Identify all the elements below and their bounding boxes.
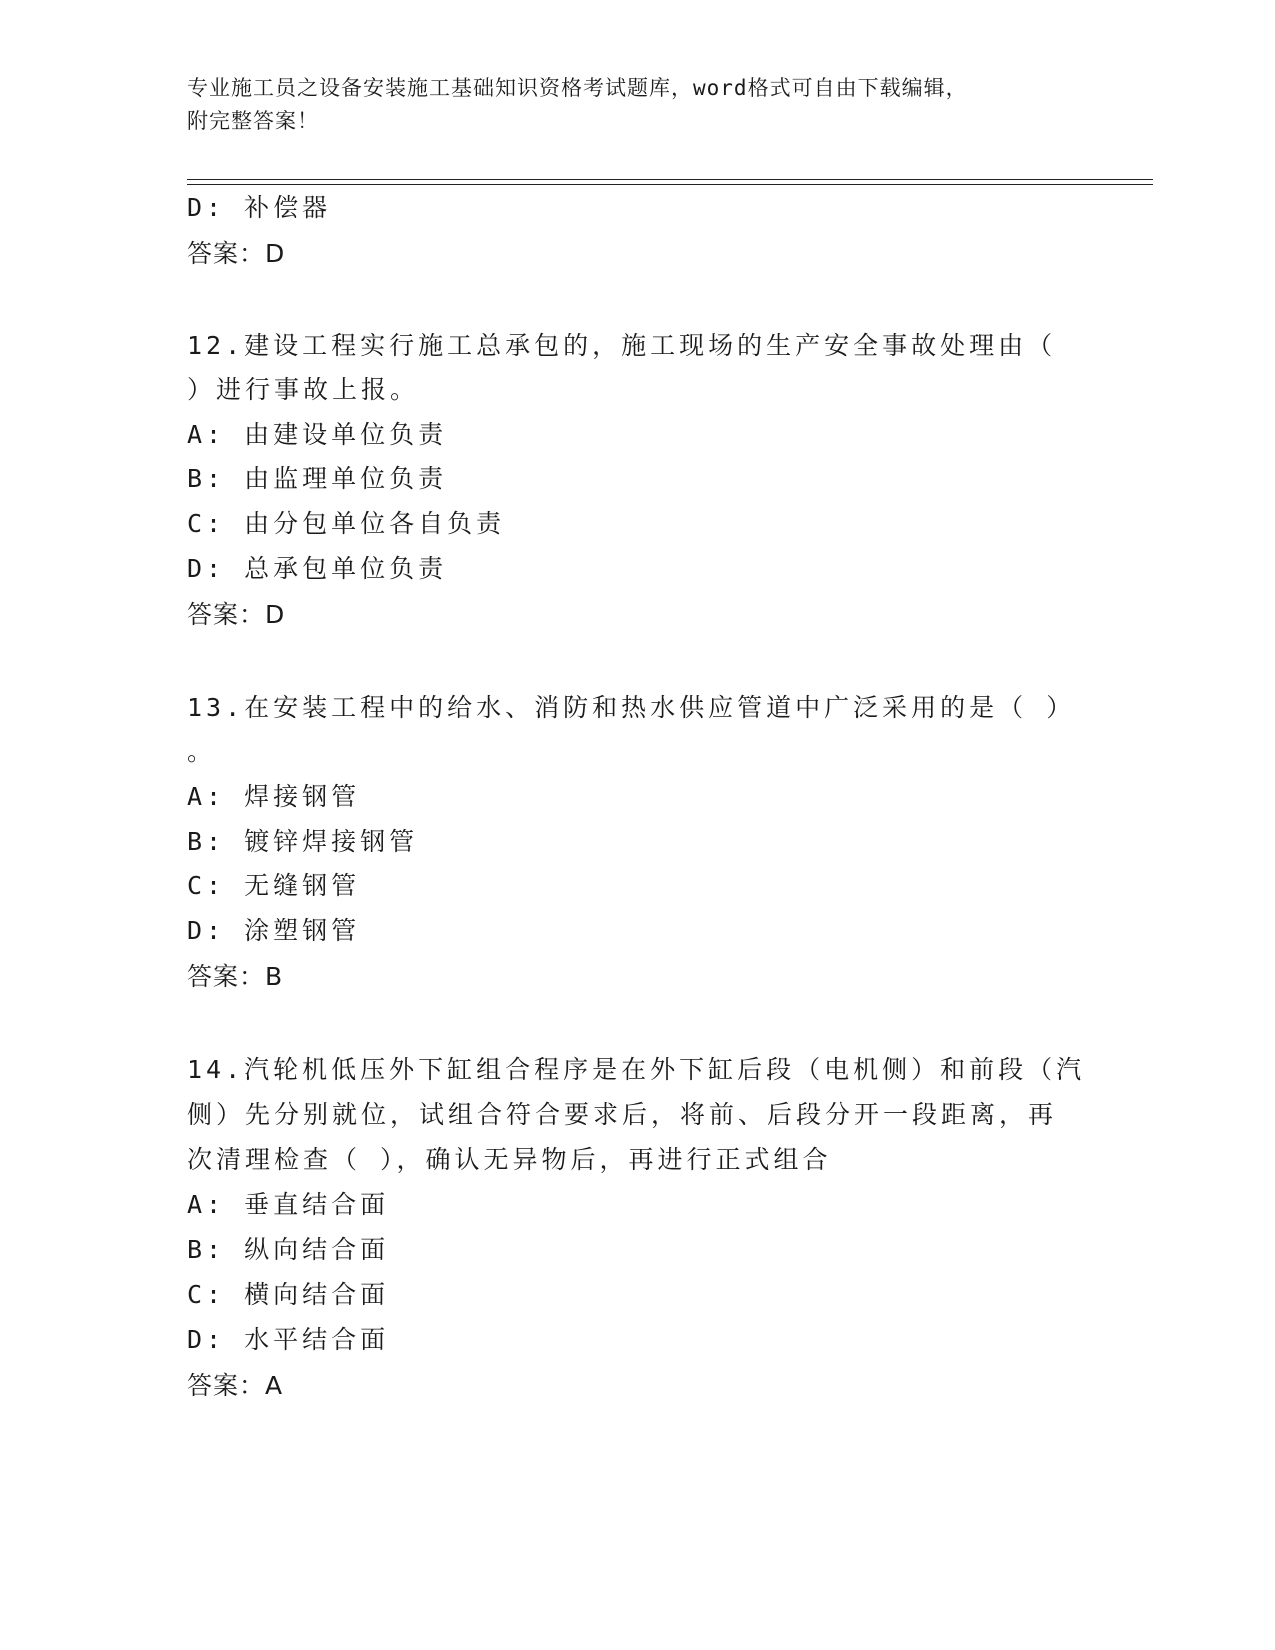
q12-option-b: B: 由监理单位负责 [187,464,448,493]
q14-stem-line-3: 次清理检查（ ），确认无异物后，再进行正式组合 [187,1145,832,1174]
q13-stem-line-1: 13.在安装工程中的给水、消防和热水供应管道中广泛采用的是（ ） [187,693,1076,722]
q12-option-a: A: 由建设单位负责 [187,420,448,449]
header-line-1: 专业施工员之设备安装施工基础知识资格考试题库，word格式可自由下载编辑， [187,76,968,100]
q14-stem-line-1: 14.汽轮机低压外下缸组合程序是在外下缸后段（电机侧）和前段（汽 [187,1055,1086,1084]
q12-answer: 答案：D [187,600,286,629]
q14-stem-line-2: 侧）先分别就位，试组合符合要求后，将前、后段分开一段距离，再 [187,1100,1058,1129]
q12-stem-line-1: 12.建设工程实行施工总承包的，施工现场的生产安全事故处理由（ [187,331,1057,360]
q13-stem-line-2: 。 [187,737,217,766]
q14-option-a: A: 垂直结合面 [187,1190,390,1219]
q12-stem-line-2: ）进行事故上报。 [187,375,420,404]
q14-option-d: D: 水平结合面 [187,1325,390,1354]
q12-option-c: C: 由分包单位各自负责 [187,509,506,538]
q13-option-c: C: 无缝钢管 [187,871,361,900]
q14-option-b: B: 纵向结合面 [187,1235,390,1264]
document-header [187,72,1067,138]
prev-option-d: D: 补偿器 [187,193,332,222]
q12-option-d: D: 总承包单位负责 [187,554,448,583]
q13-option-a: A: 焊接钢管 [187,782,361,811]
q14-option-c: C: 横向结合面 [187,1280,390,1309]
q13-option-b: B: 镀锌焊接钢管 [187,827,419,856]
q13-option-d: D: 涂塑钢管 [187,916,361,945]
header-rule-bottom [187,184,1153,185]
header-rule-top [187,179,1153,180]
prev-answer: 答案：D [187,239,286,268]
q14-answer: 答案：A [187,1371,284,1400]
q13-answer: 答案：B [187,962,284,991]
header-line-2: 附完整答案！ [187,109,319,133]
